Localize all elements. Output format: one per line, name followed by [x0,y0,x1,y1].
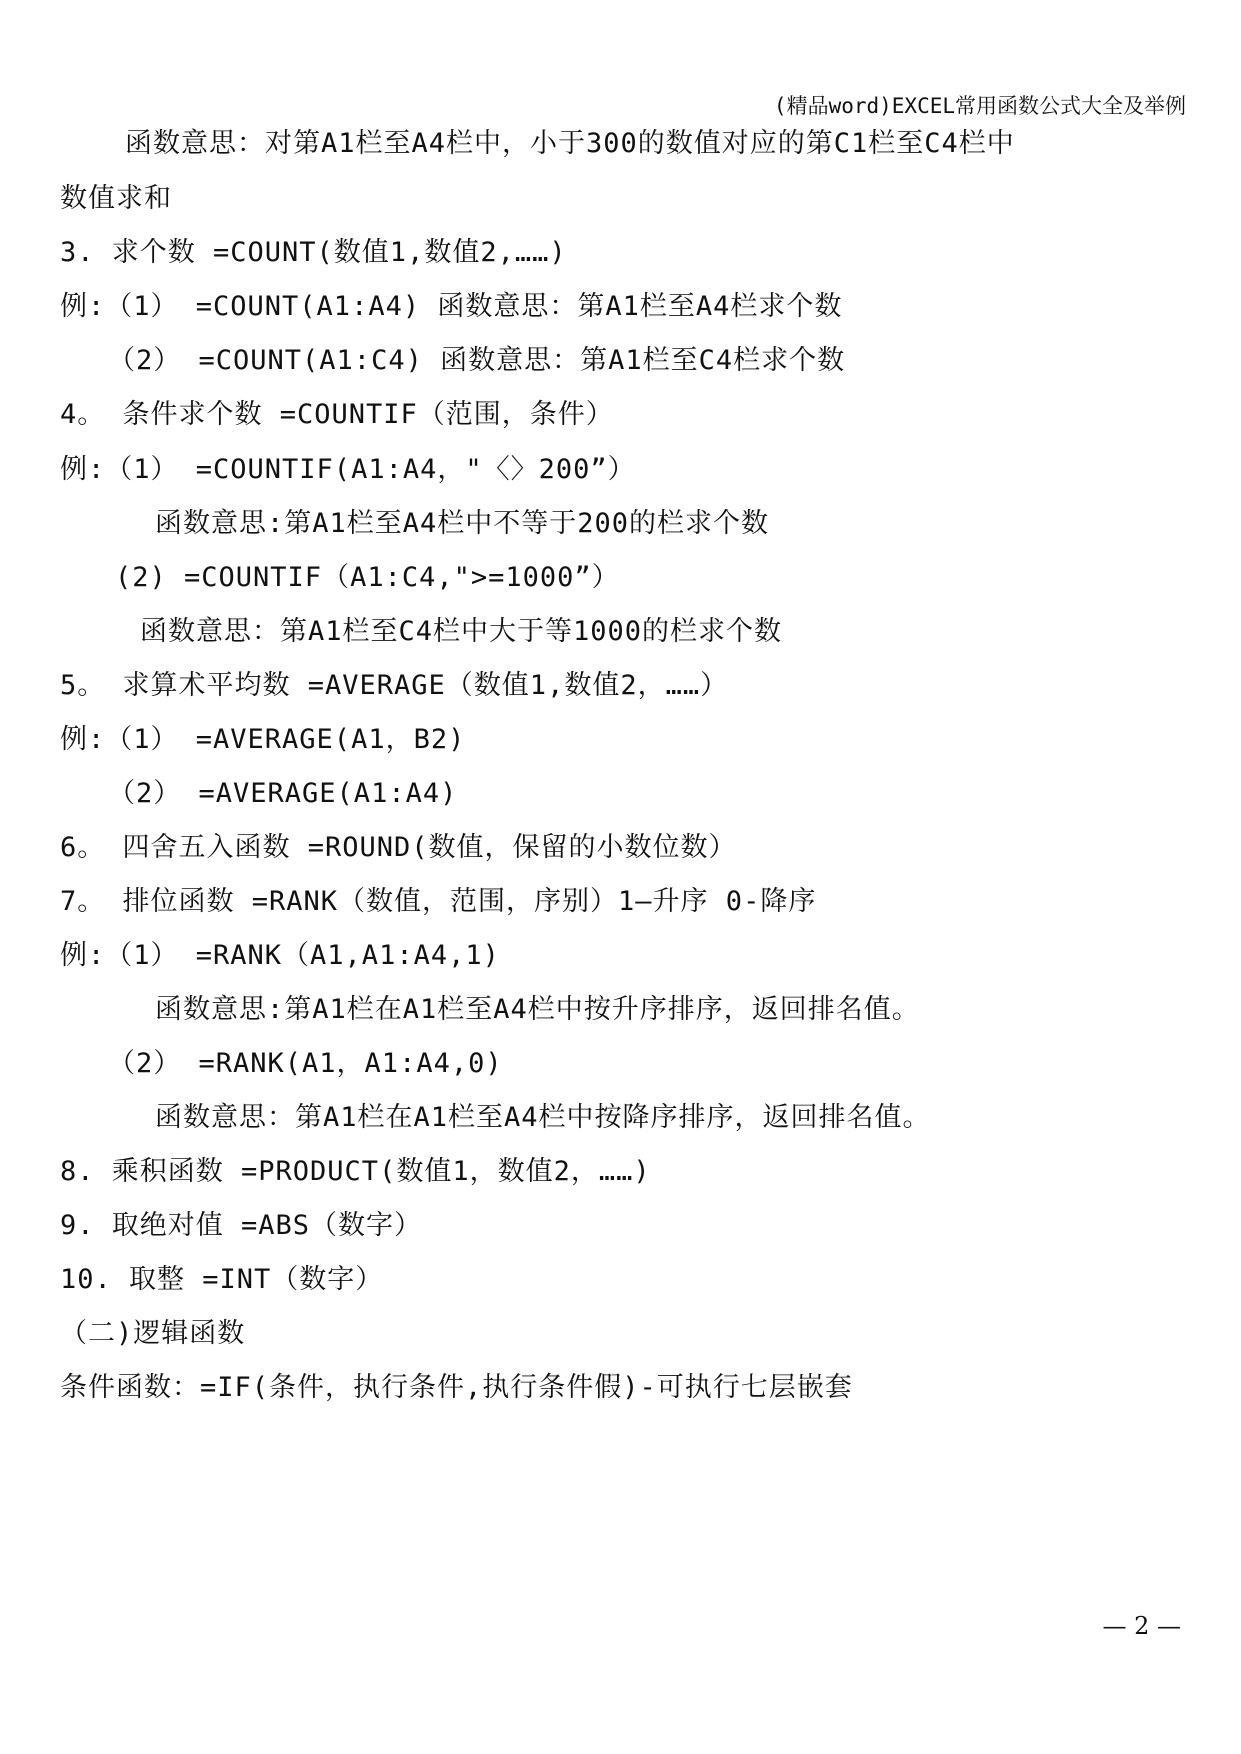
text-line: 6。 四舍五入函数 =ROUND(数值，保留的小数位数） [60,832,737,863]
text-line: 函数意思：第A1栏至C4栏中大于等1000的栏求个数 [140,616,783,647]
text-line: 例:（1） =AVERAGE(A1，B2) [60,724,466,755]
text-line: 8. 乘积函数 =PRODUCT(数值1，数值2，……) [60,1156,651,1187]
text-line: 5。 求算术平均数 =AVERAGE（数值1,数值2，……） [60,670,729,701]
page-header: (精品word)EXCEL常用函数公式大全及举例 [773,94,1186,118]
text-line: （2） =COUNT(A1:C4) 函数意思：第A1栏至C4栏求个数 [108,345,846,376]
text-line: 例:（1） =COUNT(A1:A4) 函数意思：第A1栏至A4栏求个数 [60,291,843,322]
text-line: （2） =AVERAGE(A1:A4) [108,778,458,809]
text-line: 例:（1） =COUNTIF(A1:A4，"〈〉200”） [60,454,636,485]
text-line: 4。 条件求个数 =COUNTIF（范围，条件） [60,399,614,430]
page-number: — 2 — [1102,1612,1181,1640]
text-line: (2) =COUNTIF（A1:C4,">=1000”） [115,562,620,593]
text-line: 函数意思：第A1栏在A1栏至A4栏中按降序排序，返回排名值。 [155,1102,931,1133]
text-line: 数值求和 [60,183,172,214]
text-line: 10. 取整 =INT（数字） [60,1264,384,1295]
text-line: 函数意思:第A1栏在A1栏至A4栏中按升序排序，返回排名值。 [155,994,920,1025]
text-line: 函数意思：对第A1栏至A4栏中，小于300的数值对应的第C1栏至C4栏中 [125,128,1015,159]
text-line: 条件函数：=IF(条件，执行条件,执行条件假)-可执行七层嵌套 [60,1372,853,1403]
section-heading: （二)逻辑函数 [60,1318,246,1349]
text-line: 7。 排位函数 =RANK（数值，范围，序别）1—升序 0-降序 [60,886,817,917]
text-line: （2） =RANK(A1，A1:A4,0) [108,1048,503,1079]
text-line: 函数意思:第A1栏至A4栏中不等于200的栏求个数 [155,508,770,539]
text-line: 9. 取绝对值 =ABS（数字） [60,1210,423,1241]
text-line: 3. 求个数 =COUNT(数值1,数值2,……) [60,237,567,268]
text-line: 例:（1） =RANK（A1,A1:A4,1) [60,940,500,971]
